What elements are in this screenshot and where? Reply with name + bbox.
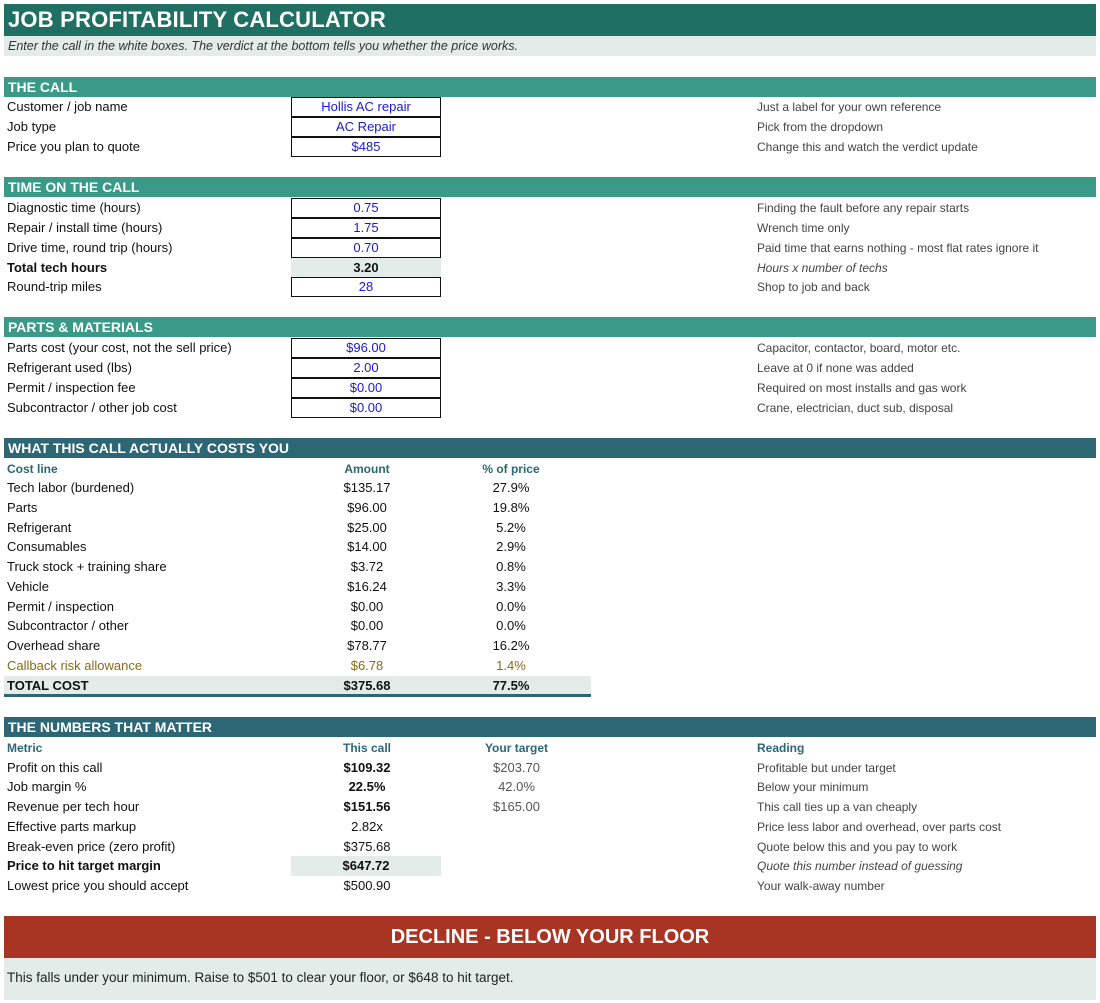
cost-line-label: Refrigerant (7, 520, 72, 535)
metric-label: Break-even price (zero profit) (7, 839, 176, 854)
job-type-dropdown[interactable]: AC Repair (291, 117, 441, 137)
cost-line-label: Parts (7, 500, 38, 515)
cost-pct: 27.9% (492, 480, 530, 495)
pct-header: % of price (482, 462, 540, 476)
metric-label: Effective parts markup (7, 819, 137, 834)
metric-row (4, 817, 1096, 837)
repair-label: Repair / install time (hours) (7, 220, 163, 235)
customer-note: Just a label for your own reference (757, 100, 942, 114)
reading-text: Below your minimum (757, 780, 869, 794)
cost-row (4, 636, 1096, 656)
metric-row (4, 797, 1096, 817)
cost-amount: $96.00 (347, 500, 387, 515)
subcontractor-input[interactable]: $0.00 (291, 398, 441, 418)
customer-input[interactable]: Hollis AC repair (291, 97, 441, 117)
metric-row (4, 758, 1096, 778)
cost-pct: 5.2% (496, 520, 526, 535)
metric-label: Profit on this call (7, 760, 103, 775)
section-header-time: TIME ON THE CALL (4, 177, 1096, 197)
price-note: Change this and watch the verdict update (757, 140, 978, 154)
refrigerant-note: Leave at 0 if none was added (757, 361, 914, 375)
this-call-value: $151.56 (343, 799, 391, 814)
cost-amount: $78.77 (347, 638, 387, 653)
metric-row (4, 777, 1096, 797)
metric-row (4, 876, 1096, 896)
cost-line-label: Consumables (7, 539, 87, 554)
reading-text: Quote below this and you pay to work (757, 840, 958, 854)
refrigerant-input[interactable]: 2.00 (291, 358, 441, 378)
cost-row-callback (4, 656, 1096, 676)
refrigerant-label: Refrigerant used (lbs) (7, 360, 132, 375)
diagnostic-label: Diagnostic time (hours) (7, 200, 141, 215)
permit-input[interactable]: $0.00 (291, 378, 441, 398)
this-call-header: This call (342, 741, 392, 755)
cost-amount: $6.78 (350, 658, 384, 673)
subcontractor-row (4, 398, 1096, 418)
target-value: 42.0% (498, 779, 535, 794)
cost-pct: 16.2% (492, 638, 530, 653)
this-call-value: $109.32 (343, 760, 391, 775)
cost-pct: 3.3% (496, 579, 526, 594)
metric-row (4, 837, 1096, 857)
cost-pct: 0.0% (496, 599, 526, 614)
amount-header: Amount (344, 462, 390, 476)
miles-label: Round-trip miles (7, 279, 102, 294)
miles-note: Shop to job and back (757, 280, 870, 294)
cost-line-label: Tech labor (burdened) (7, 480, 135, 495)
subcontractor-label: Subcontractor / other job cost (7, 400, 177, 415)
metric-label: Job margin % (7, 779, 87, 794)
verdict-banner: DECLINE - BELOW YOUR FLOOR (4, 916, 1096, 958)
section-header-the-call: THE CALL (4, 77, 1096, 97)
cost-row (4, 537, 1096, 557)
miles-input[interactable]: 28 (291, 277, 441, 297)
reading-text: Profitable but under target (757, 761, 896, 775)
cost-line-header: Cost line (7, 462, 58, 476)
customer-label: Customer / job name (7, 99, 128, 114)
diagnostic-input[interactable]: 0.75 (291, 198, 441, 218)
drive-input[interactable]: 0.70 (291, 238, 441, 258)
cost-amount: $3.72 (350, 559, 384, 574)
subcontractor-note: Crane, electrician, duct sub, disposal (757, 401, 954, 415)
target-value: $165.00 (493, 799, 540, 814)
total-cost-label: TOTAL COST (7, 678, 89, 693)
cost-row (4, 577, 1096, 597)
parts-cost-note: Capacitor, contactor, board, motor etc. (757, 341, 961, 355)
this-call-value: $647.72 (291, 856, 441, 876)
total-cost-pct: 77.5% (492, 678, 530, 693)
cost-pct: 2.9% (496, 539, 526, 554)
total-cost-amount: $375.68 (343, 678, 391, 693)
job-type-label: Job type (7, 119, 57, 134)
cost-amount: $16.24 (347, 579, 387, 594)
reading-header: Reading (757, 741, 805, 755)
section-header-parts: PARTS & MATERIALS (4, 317, 1096, 337)
cost-pct: 0.0% (496, 618, 526, 633)
parts-cost-row (4, 338, 1096, 358)
permit-note: Required on most installs and gas work (757, 381, 967, 395)
customer-row (4, 97, 1096, 117)
page-title: JOB PROFITABILITY CALCULATOR (4, 4, 1096, 36)
section-header-costs: WHAT THIS CALL ACTUALLY COSTS YOU (4, 438, 1096, 458)
cost-amount: $135.17 (343, 480, 391, 495)
page-subtitle: Enter the call in the white boxes. The verdict at the bottom tells you whether the price works. (4, 36, 1096, 56)
costs-column-headers (4, 459, 1096, 479)
reading-text: Your walk-away number (757, 879, 885, 893)
cost-line-label: Vehicle (7, 579, 49, 594)
reading-text: Quote this number instead of guessing (757, 859, 963, 873)
target-value: $203.70 (493, 760, 540, 775)
repair-input[interactable]: 1.75 (291, 218, 441, 238)
drive-note: Paid time that earns nothing - most flat rates ignore it (757, 241, 1039, 255)
section-header-numbers: THE NUMBERS THAT MATTER (4, 717, 1096, 737)
cost-amount: $14.00 (347, 539, 387, 554)
cost-pct: 1.4% (496, 658, 526, 673)
cost-line-label: Subcontractor / other (7, 618, 129, 633)
cost-amount: $0.00 (350, 618, 384, 633)
permit-row (4, 378, 1096, 398)
cost-line-label: Truck stock + training share (7, 559, 167, 574)
cost-line-label: Callback risk allowance (7, 658, 143, 673)
cost-row (4, 478, 1096, 498)
cost-pct: 0.8% (496, 559, 526, 574)
refrigerant-row (4, 358, 1096, 378)
price-input[interactable]: $485 (291, 137, 441, 157)
this-call-value: 2.82x (351, 819, 383, 834)
cost-line-label: Permit / inspection (7, 599, 114, 614)
total-hours-value: 3.20 (291, 258, 441, 278)
your-target-header: Your target (484, 741, 549, 755)
verdict-explanation: This falls under your minimum. Raise to $501 to clear your floor, or $648 to hit target. (4, 958, 1096, 1000)
total-cost-row (4, 676, 591, 697)
cost-row (4, 557, 1096, 577)
miles-row (4, 277, 1096, 297)
metric-row-target-price (4, 856, 1096, 876)
cost-row (4, 597, 1096, 617)
reading-text: This call ties up a van cheaply (757, 800, 918, 814)
metric-label: Revenue per tech hour (7, 799, 140, 814)
numbers-column-headers (4, 738, 1096, 758)
price-row (4, 137, 1096, 157)
total-hours-row (4, 258, 1096, 278)
diagnostic-row (4, 198, 1096, 218)
cost-pct: 19.8% (492, 500, 530, 515)
parts-cost-label: Parts cost (your cost, not the sell price) (7, 340, 232, 355)
cost-row (4, 498, 1096, 518)
cost-row (4, 518, 1096, 538)
metric-label: Price to hit target margin (7, 858, 161, 873)
job-type-row (4, 117, 1096, 137)
cost-amount: $0.00 (350, 599, 384, 614)
parts-cost-input[interactable]: $96.00 (291, 338, 441, 358)
job-type-note: Pick from the dropdown (757, 120, 884, 134)
permit-label: Permit / inspection fee (7, 380, 136, 395)
this-call-value: 22.5% (348, 779, 386, 794)
metric-header: Metric (7, 741, 43, 755)
metric-label: Lowest price you should accept (7, 878, 189, 893)
total-hours-label: Total tech hours (7, 260, 108, 275)
cost-amount: $25.00 (347, 520, 387, 535)
this-call-value: $500.90 (343, 878, 391, 893)
cost-line-label: Overhead share (7, 638, 101, 653)
total-hours-note: Hours x number of techs (757, 261, 888, 275)
repair-note: Wrench time only (757, 221, 850, 235)
drive-label: Drive time, round trip (hours) (7, 240, 173, 255)
repair-row (4, 218, 1096, 238)
this-call-value: $375.68 (343, 839, 391, 854)
price-label: Price you plan to quote (7, 139, 140, 154)
cost-row (4, 616, 1096, 636)
diagnostic-note: Finding the fault before any repair starts (757, 201, 970, 215)
drive-row (4, 238, 1096, 258)
reading-text: Price less labor and overhead, over parts cost (757, 820, 1002, 834)
